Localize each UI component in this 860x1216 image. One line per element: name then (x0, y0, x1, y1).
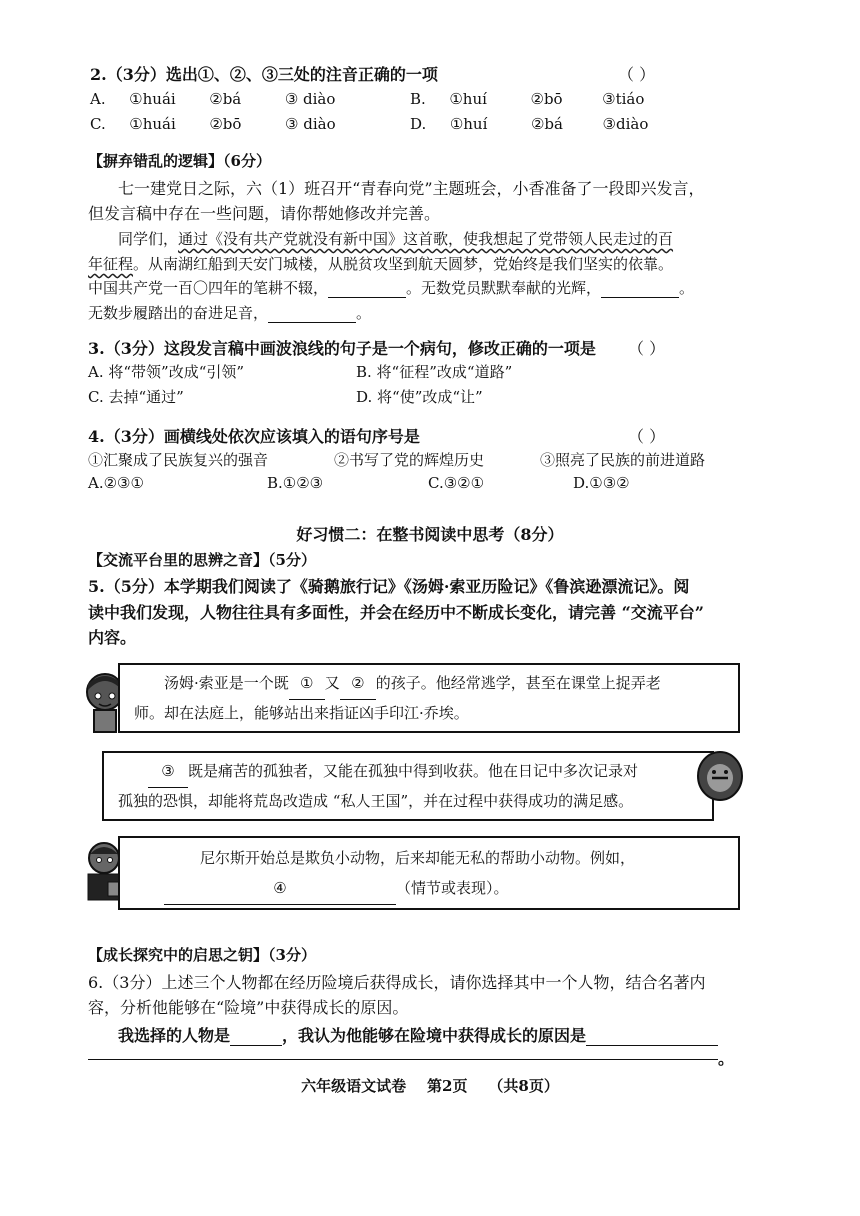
q3-option-b[interactable]: B. 将“征程”改成“道路” (356, 363, 513, 381)
wavy-sentence-end: 年征程 (88, 255, 134, 273)
q4-answer-paren[interactable]: （ ） (628, 427, 666, 446)
q4-stem: 4.（3分）画横线处依次应该填入的语句序号是 (88, 427, 420, 446)
exchange-box-nils (118, 836, 740, 910)
section-logic-title: 【摒弃错乱的逻辑】（6分） (88, 152, 271, 170)
section-exchange-title: 【交流平台里的思辨之音】（5分） (88, 551, 316, 569)
robinson-avatar-icon (694, 748, 746, 808)
option-part: ③diào (602, 115, 649, 133)
speech-text: 。无数党员默默奉献的光辉， (406, 279, 602, 297)
option-part: ②bá (209, 90, 242, 108)
speech-text: 无数步履踏出的奋进足音， (88, 304, 269, 322)
q4-option-d[interactable]: D.①③② (573, 474, 630, 492)
answer-continuation-line[interactable] (88, 1058, 718, 1060)
exchange-box-robinson (102, 751, 714, 821)
q4-sentence-3: ③照亮了民族的前进道路 (540, 451, 706, 469)
speech-line4 (88, 302, 371, 323)
box-text: 的孩子。他经常逃学，甚至在课堂上捉弄老 (375, 674, 661, 692)
option-part: ②bō (530, 90, 563, 108)
speech-text: 。 (356, 304, 372, 322)
q3-option-a[interactable]: A. 将“带领”改成“引领” (88, 363, 245, 381)
option-part: ①huí (449, 90, 487, 108)
blank-character[interactable] (230, 1026, 282, 1046)
q2-option-a[interactable] (90, 90, 335, 108)
option-letter: A. (90, 90, 106, 108)
option-part: ①huí (449, 115, 488, 133)
section-heading: 好习惯二：在整书阅读中思考（8分） (296, 525, 564, 544)
speech-text: 。从南湖红船到天安门城楼，从脱贫攻坚到航天圆梦，党始终是我们坚实的依靠。 (133, 255, 674, 273)
option-part: ①huái (129, 90, 176, 108)
box-text: （情节或表现）。 (396, 879, 509, 897)
option-part: ③tiáo (602, 90, 645, 108)
q3-answer-paren[interactable]: （ ） (628, 339, 666, 358)
q2-answer-paren[interactable]: （ ） (618, 65, 656, 84)
q5-line2: 读中我们发现，人物往往具有多面性，并会在经历中不断成长变化，请完善 “交流平台” (88, 603, 704, 622)
box1-line1 (164, 667, 661, 700)
box-text: 又 (324, 674, 340, 692)
option-part: ②bō (209, 115, 242, 133)
option-part: ②bá (530, 115, 563, 133)
speech-text: 同学们， (118, 230, 179, 248)
q5-line3: 内容。 (88, 628, 137, 647)
q6-line1: 6.（3分）上述三个人物都在经历险境后获得成长，请你选择其中一个人物，结合名著内 (88, 973, 706, 992)
q2-option-d[interactable] (410, 115, 648, 133)
answer-text: 我选择的人物是 (118, 1026, 231, 1045)
q2-option-c[interactable] (90, 115, 336, 133)
q6-answer-line (118, 1023, 718, 1046)
q2-stem: 2.（3分）选出①、②、③三处的注音正确的一项 (90, 65, 438, 84)
q4-option-b[interactable]: B.①②③ (267, 474, 324, 492)
q4-sentence-2: ②书写了党的辉煌历史 (334, 451, 485, 469)
speech-text: 中国共产党一百〇四年的笔耕不辍， (88, 279, 329, 297)
q4-option-a[interactable]: A.②③① (88, 474, 144, 492)
blank-2[interactable]: ② (340, 667, 376, 700)
speech-line2 (88, 253, 673, 274)
section-growth-title: 【成长探究中的启思之钥】（3分） (88, 946, 316, 964)
q2-option-b[interactable] (410, 90, 644, 108)
blank-3[interactable]: ③ (148, 755, 188, 788)
blank-line[interactable] (328, 279, 406, 298)
box2-line1 (148, 755, 638, 788)
q3-option-c[interactable]: C. 去掉“通过” (88, 388, 184, 406)
q4-option-c[interactable]: C.③②① (428, 474, 485, 492)
box1-line2: 师。却在法庭上，能够站出来指证凶手印江·乔埃。 (134, 704, 469, 722)
blank-1[interactable]: ① (289, 667, 325, 700)
blank-line[interactable] (601, 279, 679, 298)
option-letter: C. (90, 115, 106, 133)
box3-line2 (164, 872, 509, 905)
box-text: 既是痛苦的孤独者，又能在孤独中得到收获。他在日记中多次记录对 (188, 762, 639, 780)
q5-line1: 5.（5分）本学期我们阅读了《骑鹅旅行记》《汤姆·索亚历险记》《鲁滨逊漂流记》。阅 (88, 577, 690, 596)
option-part: ①huái (129, 115, 176, 133)
blank-line[interactable] (268, 304, 356, 323)
blank-reason[interactable] (586, 1026, 718, 1046)
blank-4[interactable]: ④ (164, 872, 396, 905)
option-part: ③ diào (284, 90, 336, 108)
box2-line2: 孤独的恐惧，却能将荒岛改造成 “私人王国”，并在过程中获得成功的满足感。 (118, 792, 634, 810)
page-footer: 六年级语文试卷 第2页 （共8页） (301, 1077, 559, 1095)
option-letter: B. (410, 90, 426, 108)
q6-line2: 容，分析他能够在“险境”中获得成长的原因。 (88, 998, 409, 1017)
speech-line3: 中国共产党一百〇四年的笔耕不辍， 。无数党员默默奉献的光辉， 。 (88, 279, 695, 297)
speech-line1 (118, 228, 673, 249)
box3-line1: 尼尔斯开始总是欺负小动物，后来却能无私的帮助小动物。例如， (200, 849, 636, 867)
answer-text: ，我认为他能够在险境中获得成长的原因是 (282, 1026, 587, 1045)
exchange-box-tom (118, 663, 740, 733)
logic-intro-line1: 七一建党日之际，六（1）班召开“青春向党”主题班会，小香准备了一段即兴发言， (118, 179, 705, 198)
q4-sentence-1: ①汇聚成了民族复兴的强音 (88, 451, 269, 469)
q3-option-d[interactable]: D. 将“使”改成“让” (356, 388, 483, 406)
q3-stem: 3.（3分）这段发言稿中画波浪线的句子是一个病句，修改正确的一项是 (88, 339, 596, 358)
option-letter: D. (410, 115, 427, 133)
box-text: 汤姆·索亚是一个既 (164, 674, 289, 692)
option-part: ③ diào (285, 115, 336, 133)
answer-end-mark: 。 (718, 1049, 735, 1068)
wavy-sentence: 通过《没有共产党就没有新中国》这首歌，使我想起了党带领人民走过的百 (178, 230, 674, 248)
logic-intro-line2: 但发言稿中存在一些问题，请你帮她修改并完善。 (88, 204, 441, 223)
